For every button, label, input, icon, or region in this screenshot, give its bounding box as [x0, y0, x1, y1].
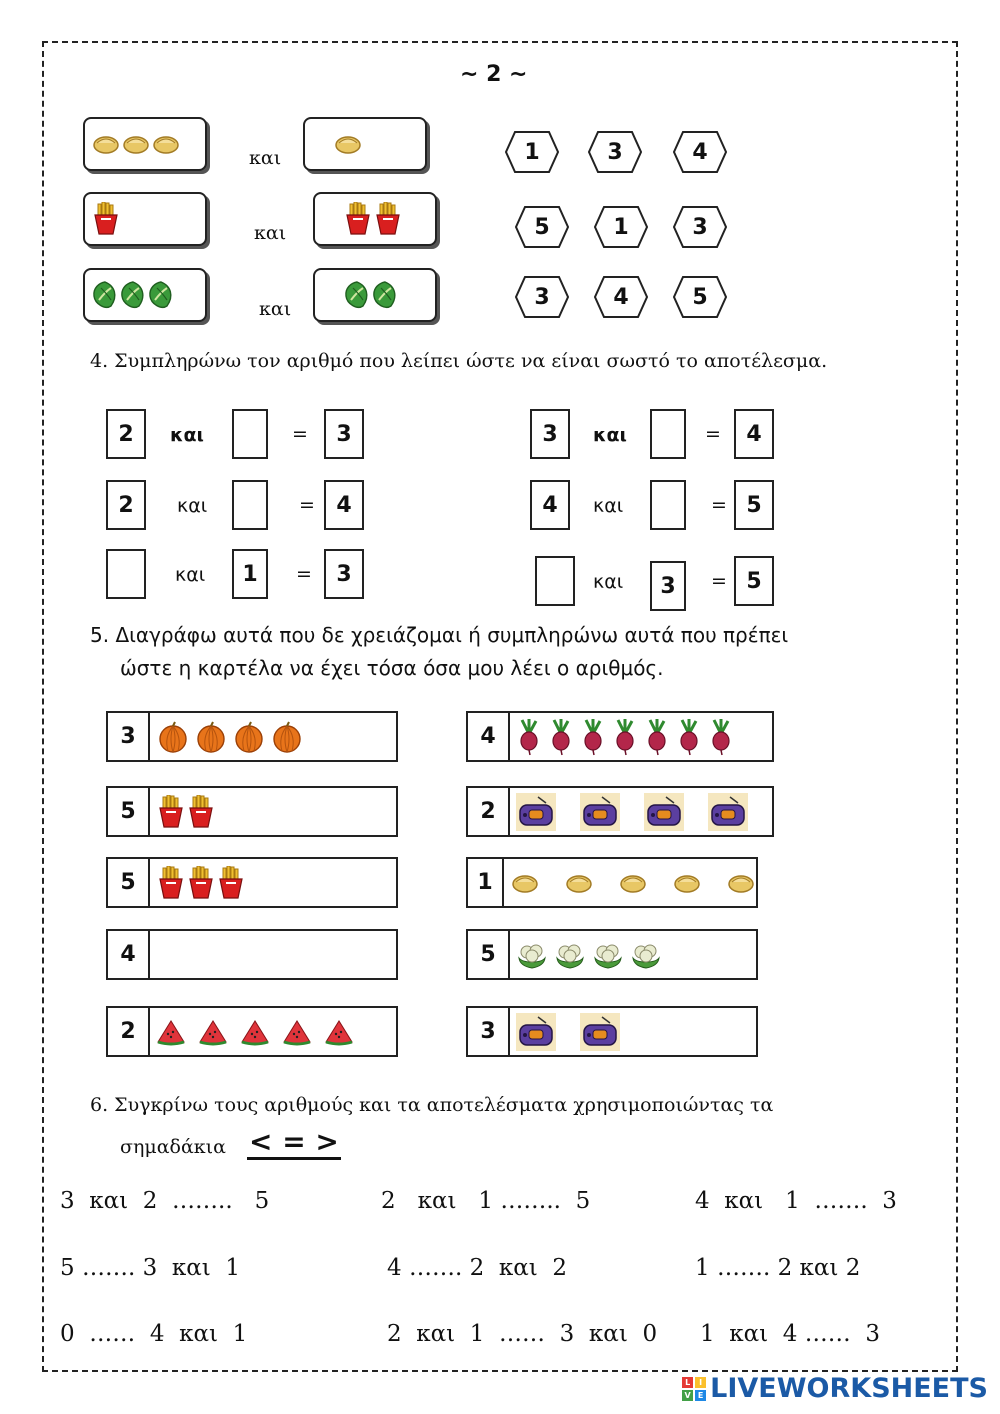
- answer-option[interactable]: [588, 130, 642, 174]
- equals-sign: =: [296, 563, 312, 585]
- fries-icon: [91, 202, 121, 236]
- comparison-item[interactable]: 1 ……. 2 και 2: [695, 1255, 861, 1281]
- fries-icon: [343, 202, 373, 236]
- radio-icon: [644, 793, 684, 831]
- joiner-kai: και: [593, 495, 624, 517]
- count-card: [466, 929, 758, 980]
- card-number: 5: [108, 859, 150, 906]
- leaf-icon: [343, 280, 371, 310]
- watermelon-icon: [156, 1018, 186, 1046]
- fries-icon: [186, 795, 216, 829]
- left-picture-box: [83, 192, 207, 246]
- bread-icon: [672, 870, 702, 896]
- result-box: 3: [324, 409, 364, 459]
- count-card: [466, 711, 774, 762]
- result-box: 3: [324, 549, 364, 599]
- q4-title: 4. Συμπληρώνω τον αριθμό που λείπει ώστε να είναι σωστό το αποτέλεσμα.: [90, 350, 828, 372]
- q5-title-line2: ώστε η καρτέλα να έχει τόσα όσα μου λέει ο αριθμός.: [120, 656, 664, 680]
- bread-icon: [151, 131, 181, 157]
- radio-icon: [516, 793, 556, 831]
- card-items[interactable]: [510, 713, 772, 760]
- left-picture-box: [83, 268, 207, 322]
- number-box: 3: [530, 409, 570, 459]
- beet-icon: [516, 718, 542, 756]
- equals-sign: =: [711, 570, 727, 592]
- answer-option[interactable]: [673, 275, 727, 319]
- joiner-kai: και: [175, 564, 206, 586]
- number-box: 2: [106, 480, 146, 530]
- beet-icon: [644, 718, 670, 756]
- result-box: 4: [324, 480, 364, 530]
- beet-icon: [580, 718, 606, 756]
- radio-icon: [516, 1013, 556, 1051]
- answer-box[interactable]: [106, 549, 146, 599]
- onion-icon: [270, 721, 304, 753]
- card-number: 5: [468, 931, 510, 978]
- answer-box[interactable]: [232, 480, 268, 530]
- number-box: 1: [232, 549, 268, 599]
- count-card: [466, 786, 774, 837]
- comparison-item[interactable]: 4 και 1 ……. 3: [695, 1188, 897, 1214]
- option-value: 1: [613, 214, 629, 240]
- equals-sign: =: [299, 494, 315, 516]
- answer-option[interactable]: [594, 275, 648, 319]
- cauliflower-icon: [630, 940, 662, 970]
- onion-icon: [232, 721, 266, 753]
- comparison-item[interactable]: 3 και 2 …….. 5: [60, 1188, 270, 1214]
- card-items[interactable]: [150, 1008, 396, 1055]
- answer-box[interactable]: [232, 409, 268, 459]
- equals-sign: =: [292, 423, 308, 445]
- radio-icon: [580, 1013, 620, 1051]
- result-box: 5: [734, 480, 774, 530]
- option-value: 4: [692, 139, 708, 165]
- card-items[interactable]: [510, 788, 772, 835]
- bread-icon: [726, 870, 756, 896]
- right-picture-box: [303, 117, 427, 171]
- joiner-kai: και: [254, 222, 287, 244]
- fries-icon: [186, 866, 216, 900]
- beet-icon: [612, 718, 638, 756]
- count-card: [466, 857, 758, 908]
- option-value: 3: [607, 139, 623, 165]
- answer-option[interactable]: [515, 275, 569, 319]
- watermelon-icon: [324, 1018, 354, 1046]
- joiner-kai: και: [170, 424, 204, 446]
- page-number: ~ 2 ~: [460, 62, 528, 87]
- option-value: 3: [692, 214, 708, 240]
- card-number: 4: [108, 931, 150, 978]
- cauliflower-icon: [592, 940, 624, 970]
- onion-icon: [156, 721, 190, 753]
- comparison-item[interactable]: 1 και 4 …… 3: [700, 1321, 881, 1347]
- option-value: 3: [534, 284, 550, 310]
- card-number: 2: [108, 1008, 150, 1055]
- comparison-item[interactable]: 2 και 1 …… 3 και 0: [387, 1321, 658, 1347]
- card-items[interactable]: [150, 713, 396, 760]
- count-card: [106, 786, 398, 837]
- leaf-icon: [91, 280, 119, 310]
- joiner-kai: και: [593, 424, 627, 446]
- answer-option[interactable]: [673, 130, 727, 174]
- answer-box[interactable]: [650, 480, 686, 530]
- card-items[interactable]: [510, 931, 756, 978]
- answer-box[interactable]: [535, 556, 575, 606]
- watermelon-icon: [198, 1018, 228, 1046]
- answer-option[interactable]: [505, 130, 559, 174]
- leaf-icon: [119, 280, 147, 310]
- option-value: 5: [692, 284, 708, 310]
- result-box: 4: [734, 409, 774, 459]
- bread-icon: [91, 131, 121, 157]
- equals-sign: =: [711, 494, 727, 516]
- logo-text: LIVEWORKSHEETS: [710, 1373, 988, 1404]
- cauliflower-icon: [516, 940, 548, 970]
- card-items[interactable]: [150, 788, 396, 835]
- card-number: 2: [468, 788, 510, 835]
- card-number: 4: [468, 713, 510, 760]
- bread-icon: [618, 870, 648, 896]
- count-card: [466, 1006, 758, 1057]
- onion-icon: [194, 721, 228, 753]
- card-number: 3: [468, 1008, 510, 1055]
- joiner-kai: και: [177, 495, 208, 517]
- leaf-icon: [371, 280, 399, 310]
- fries-icon: [216, 866, 246, 900]
- comparison-signs: < = >: [249, 1125, 339, 1158]
- answer-option[interactable]: [673, 205, 727, 249]
- answer-option[interactable]: [594, 205, 648, 249]
- fries-icon: [156, 866, 186, 900]
- q6-title-line1: 6. Συγκρίνω τους αριθμούς και τα αποτελέσματα χρησιμοποιώντας τα: [90, 1094, 774, 1116]
- comparison-item[interactable]: 5 ……. 3 και 1: [60, 1255, 241, 1281]
- count-card: [106, 857, 398, 908]
- bread-icon: [564, 870, 594, 896]
- count-card: [106, 711, 398, 762]
- beet-icon: [708, 718, 734, 756]
- radio-icon: [580, 793, 620, 831]
- bread-icon: [121, 131, 151, 157]
- option-value: 5: [534, 214, 550, 240]
- joiner-kai: και: [259, 298, 292, 320]
- q6-title-line2: σημαδάκια: [120, 1136, 226, 1158]
- answer-box[interactable]: [650, 409, 686, 459]
- liveworksheets-logo: [682, 1373, 988, 1404]
- comparison-item[interactable]: 4 ……. 2 και 2: [387, 1255, 568, 1281]
- number-box: 2: [106, 409, 146, 459]
- card-number: 1: [468, 859, 504, 906]
- joiner-kai: και: [249, 147, 282, 169]
- card-number: 5: [108, 788, 150, 835]
- fries-icon: [373, 202, 403, 236]
- number-box: 3: [650, 561, 686, 611]
- right-picture-box: [313, 192, 437, 246]
- beet-icon: [676, 718, 702, 756]
- number-box: 4: [530, 480, 570, 530]
- logo-icon: L I V E: [682, 1377, 706, 1401]
- joiner-kai: και: [593, 571, 624, 593]
- comparison-item[interactable]: 0 …… 4 και 1: [60, 1321, 248, 1347]
- option-value: 4: [613, 284, 629, 310]
- card-items[interactable]: [150, 859, 396, 906]
- count-card: [106, 1006, 398, 1057]
- card-items[interactable]: [510, 1008, 756, 1055]
- watermelon-icon: [282, 1018, 312, 1046]
- beet-icon: [548, 718, 574, 756]
- radio-icon: [708, 793, 748, 831]
- equals-sign: =: [705, 423, 721, 445]
- card-number: 3: [108, 713, 150, 760]
- result-box: 5: [734, 556, 774, 606]
- fries-icon: [156, 795, 186, 829]
- q5-title-line1: 5. Διαγράφω αυτά που δε χρειάζομαι ή συμπληρώνω αυτά που πρέπει: [90, 623, 789, 647]
- left-picture-box: [83, 117, 207, 171]
- watermelon-icon: [240, 1018, 270, 1046]
- card-items[interactable]: [150, 931, 396, 978]
- option-value: 1: [524, 139, 540, 165]
- comparison-item[interactable]: 2 και 1 …….. 5: [381, 1188, 591, 1214]
- bread-icon: [510, 870, 540, 896]
- leaf-icon: [147, 280, 175, 310]
- card-items[interactable]: [504, 859, 756, 906]
- answer-option[interactable]: [515, 205, 569, 249]
- count-card: [106, 929, 398, 980]
- bread-icon: [333, 131, 363, 157]
- cauliflower-icon: [554, 940, 586, 970]
- right-picture-box: [313, 268, 437, 322]
